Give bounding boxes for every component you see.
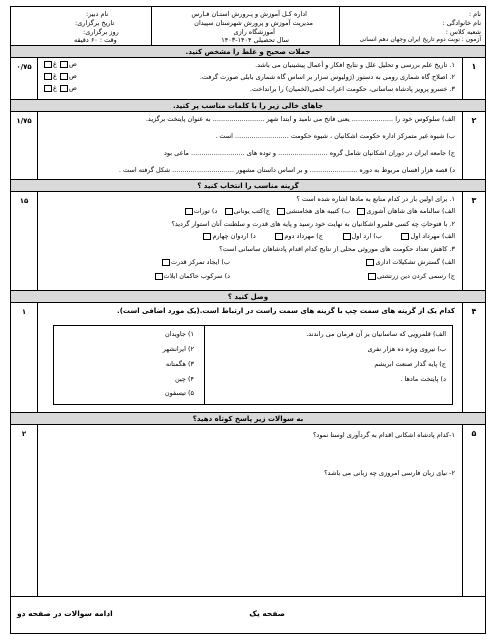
question-number: ۱: [462, 58, 485, 100]
question-number: ۵: [462, 425, 485, 597]
page-footer: [11, 596, 485, 634]
section-2-title: جاهای خالی زیر را با کلمات مناسب پر کنید.: [11, 99, 485, 112]
exam-header: [11, 7, 485, 45]
day-label: روز برگزاری:: [83, 28, 119, 36]
tf-statement-2: ۲. اصلاح گاه شماری رومی به دستور (ژولیوس سزار بر اساس گاه شماری بابلی صورت گرفت.: [199, 73, 455, 81]
mc-options-2: [202, 232, 455, 240]
fill-blank-c: ج) جامعه ایران در دوران اشکانیان شامل گروه ........................ و توده های .......................... ماعی بود: [164, 149, 455, 157]
tf-options-1: ص غ: [43, 60, 77, 68]
section-4-body: [11, 302, 485, 413]
section-5-body: [11, 424, 485, 597]
mc-option[interactable]: ب) ارد اول: [342, 232, 382, 240]
tf-statement-3: ۳. خسرو پرویز پادشاه ساسانی، حکومت اعراب لخمی(لخمیان) را برانداخت.: [249, 85, 455, 93]
mc-option[interactable]: ج)کتب یونانی: [224, 207, 270, 215]
short-answer-1: ۱-کدام پادشاه اشکانی اقدام به گردآوری اوستا نمود؟: [312, 431, 455, 439]
mc-question-1: ۱. برای اولین بار در کدام منابع به مادها اشاره شده است ؟: [296, 195, 455, 203]
mc-option[interactable]: الف) مهرداد اول: [400, 232, 455, 240]
mc-option-3d[interactable]: د) سرکوب حاکمان ایلات: [154, 272, 230, 280]
date-label: تاریخ برگزاری:: [75, 19, 115, 27]
mc-option[interactable]: ج) مهرداد دوم: [274, 232, 323, 240]
fill-blank-d: د) قصه هزار افسان مربوط به دوره ....................... و بر اساس داستان مشهور .............................. شکل گرفته است .: [118, 166, 455, 174]
question-score: ۰/۷۵: [11, 58, 38, 100]
match-left-2: ۲) ایرانشهر: [162, 345, 194, 353]
mc-options-1: [184, 207, 455, 215]
mc-question-3: ۳. کاهش تعداد حکومت های موروثی محلی از نتایج کدام اقدام پادشاهان ساسانی است؟: [219, 245, 455, 253]
mc-option-3c[interactable]: ج) رسمی کردن دین زرتشتی: [367, 272, 455, 280]
name-label: نام :: [468, 10, 481, 18]
org-line-2: مدیریت آموزش و پرورش شهرستان سپیدان: [194, 19, 313, 27]
mc-option-3a[interactable]: الف) گسترش تشکیلات اداری: [365, 258, 455, 266]
match-right-b: ب) نیروی ویژه ده هزار نفری: [367, 345, 446, 353]
question-score: ۲: [11, 425, 38, 597]
matching-table: [53, 325, 453, 405]
matching-instruction: کدام یک از گزینه های سمت چپ با گزینه های سمت راست در ارتباط است.(یک مورد اضافی است).: [117, 307, 455, 315]
false-checkbox[interactable]: [44, 61, 52, 68]
section-4-title: وصل کنید ؟: [11, 290, 485, 303]
section-1-title: جملات صحیح و غلط را مشخص کنید.: [11, 45, 485, 58]
match-right-c: ج) پایه گذار صنعت ابریشم: [374, 360, 446, 368]
true-checkbox[interactable]: [60, 85, 68, 92]
page-number: صفحه یک: [249, 609, 285, 618]
mc-option[interactable]: الف) سالنامه های شاهان آشوری: [356, 207, 455, 215]
match-left-3: ۳) هگمتانه: [165, 360, 194, 368]
family-label: نام خانوادگی :: [442, 19, 481, 27]
mc-option[interactable]: ب) کتیبه های هخامنشی: [276, 207, 350, 215]
section-3-body: [11, 191, 485, 291]
exam-title: آزمون : نوبت دوم تاریخ ایران وجهان دهم انسانی: [359, 36, 481, 43]
mc-question-2: ۲. با فتوحاتِ چه کسی قلمرو اشکانیان به نهایت خود رسید و پایه های قدرت و سلطنت آنان استوار گردید؟: [171, 220, 455, 228]
false-checkbox[interactable]: [44, 73, 52, 80]
class-label: شعبه کلاس :: [445, 28, 481, 36]
exam-sheet: [10, 6, 486, 634]
section-5-title: به سوالات زیر پاسخ کوتاه دهید؟: [11, 412, 485, 425]
org-line-1: اداره کـل آموزش و پـرورش استـان فـارس: [191, 10, 307, 18]
section-3-title: گزینه مناسب را انتخاب کنید ؟: [11, 179, 485, 192]
question-score: ۱۵: [11, 192, 38, 291]
mc-option[interactable]: د) اردوان چهارم: [202, 232, 255, 240]
true-checkbox[interactable]: [60, 73, 68, 80]
question-score: ۱: [11, 303, 38, 413]
false-checkbox[interactable]: [44, 85, 52, 92]
tf-statement-1: ۱. تاریخ علم بررسی و تحلیل علل و نتایج افکار و أعمال پیشینیان می باشد.: [255, 61, 455, 69]
school-name: آموزشگاه رازی: [233, 28, 275, 36]
continue-note: ادامه سوالات در صفحه دو: [17, 609, 113, 618]
mc-option-3b[interactable]: ب) ایجاد تمرکز قدرت: [161, 258, 230, 266]
match-left-5: ۵) تیسفون: [164, 389, 194, 397]
true-checkbox[interactable]: [60, 61, 68, 68]
match-right-d: د) پایتخت مادها .: [400, 375, 446, 383]
school-year: سال تحصیلی ۱۴۰۴-۱۴۰۳: [221, 36, 289, 44]
time-label: وقت : ۶۰ دقیقه: [74, 36, 117, 44]
match-left-4: ۴) چین: [174, 375, 194, 383]
tf-options-2: ص غ: [43, 72, 77, 80]
fill-blank-b: ب) شیوه غیر متمرکز اداره حکومت اشکانیان ، شیوه حکومت .......................... است .: [215, 132, 455, 140]
section-2-body: [11, 111, 485, 180]
section-1-body: [11, 57, 485, 100]
tf-options-3: ص غ: [43, 84, 77, 92]
question-score: ۱/۷۵: [11, 112, 38, 180]
question-number: ۴: [462, 303, 485, 413]
short-answer-2: ۲- نیای زبان فارسی امروزی چه زبانی می باشد؟: [324, 469, 455, 477]
match-right-a: الف) قلمرویی که ساسانیان بر آن فرمان می راندند.: [306, 330, 446, 338]
fill-blank-a: الف) سلوکوس خود را .................... یعنی فاتح می نامید و ابتدا شهر ......................... به عنوان پایتخت برگزید.: [145, 115, 455, 123]
match-left-1: ۱) جاویدان: [164, 330, 194, 338]
question-number: ۲: [462, 112, 485, 180]
mc-option[interactable]: د) تورات: [184, 207, 218, 215]
question-number: ۳: [462, 192, 485, 291]
teacher-label: نام دبیر:: [86, 10, 109, 18]
